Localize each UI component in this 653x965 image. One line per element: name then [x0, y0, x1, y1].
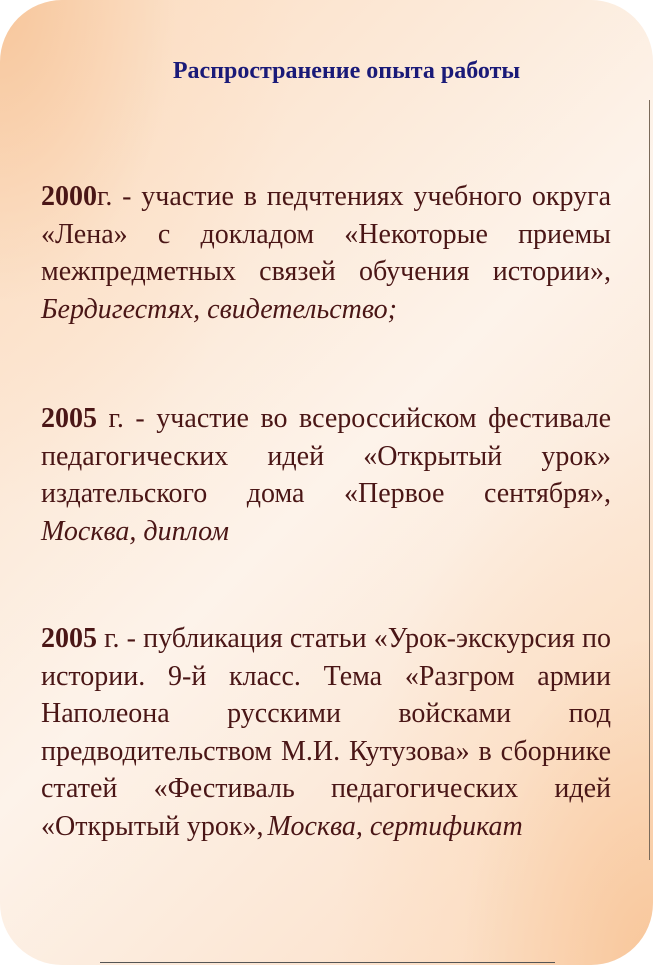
entry-place: Москва, сертификат — [267, 810, 523, 842]
entry-place: Москва, диплом — [41, 515, 229, 547]
bottom-border-line — [100, 962, 555, 963]
entry-text: г. - участие в педчтениях учебного округа «Лена» с докладом «Некоторые приемы межпредметных связей обучения истории», — [41, 181, 611, 287]
entry-year: 2005 — [41, 403, 97, 434]
entry-2000 — [41, 178, 611, 328]
entry-text: г. - публикация статьи «Урок-экскурсия по истории. 9-й класс. Тема «Разгром армии Наполеона русскими войсками под предводительством М.И. Кутузова» в сборнике статей «Фестиваль педагогических идей «Открытый урок», — [41, 623, 611, 842]
entry-year: 2000 — [41, 181, 97, 212]
entry-text: г. - участие во всероссийском фестивале педагогических идей «Открытый урок» издательского дома «Первое сентября», — [41, 403, 611, 509]
right-border-line — [649, 100, 650, 860]
entry-2005-festival — [41, 400, 611, 550]
entry-year: 2005 — [41, 623, 97, 654]
entry-2005-publication — [41, 620, 611, 845]
page-title: Распространение опыта работы — [172, 58, 521, 84]
entry-place: Бердигестях, свидетельство; — [41, 293, 397, 325]
